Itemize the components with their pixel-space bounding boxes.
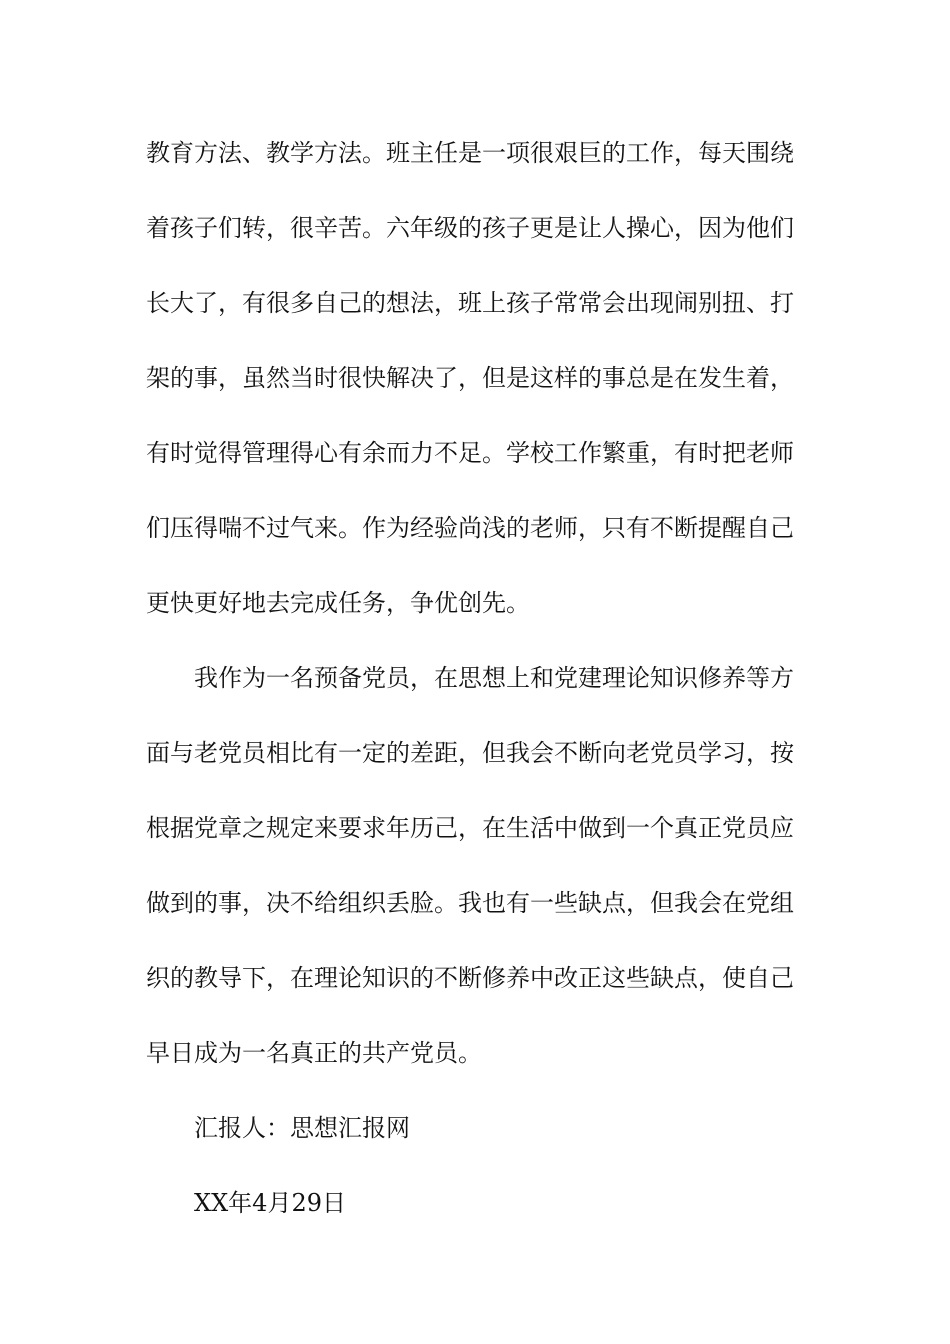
paragraph-1-line-2: 着孩子们转，很辛苦。六年级的孩子更是让人操心，因为他们: [146, 214, 794, 242]
paragraph-2-line-4: 做到的事，决不给组织丢脸。我也有一些缺点，但我会在党组: [146, 889, 794, 917]
paragraph-1-line-1: 教育方法、教学方法。班主任是一项很艰巨的工作，每天围绕: [146, 139, 794, 167]
paragraph-1-line-6: 们压得喘不过气来。作为经验尚浅的老师，只有不断提醒自己: [146, 514, 794, 542]
report-date: XX年4月29日: [194, 1189, 346, 1217]
paragraph-2-line-3: 根据党章之规定来要求年历己，在生活中做到一个真正党员应: [146, 814, 794, 842]
paragraph-1-line-3: 长大了，有很多自己的想法，班上孩子常常会出现闹别扭、打: [146, 289, 794, 317]
paragraph-2-line-6: 早日成为一名真正的共产党员。: [146, 1039, 482, 1067]
paragraph-2-line-1: 我作为一名预备党员，在思想上和党建理论知识修养等方: [194, 664, 794, 692]
reporter-signature: 汇报人：思想汇报网: [194, 1114, 410, 1142]
paragraph-2-line-5: 织的教导下，在理论知识的不断修养中改正这些缺点，使自己: [146, 964, 794, 992]
paragraph-1-line-7: 更快更好地去完成任务，争优创先。: [146, 589, 530, 617]
paragraph-1-line-5: 有时觉得管理得心有余而力不足。学校工作繁重，有时把老师: [146, 439, 794, 467]
paragraph-1-line-4: 架的事，虽然当时很快解决了，但是这样的事总是在发生着，: [146, 364, 794, 392]
paragraph-2-line-2: 面与老党员相比有一定的差距，但我会不断向老党员学习，按: [146, 739, 794, 767]
